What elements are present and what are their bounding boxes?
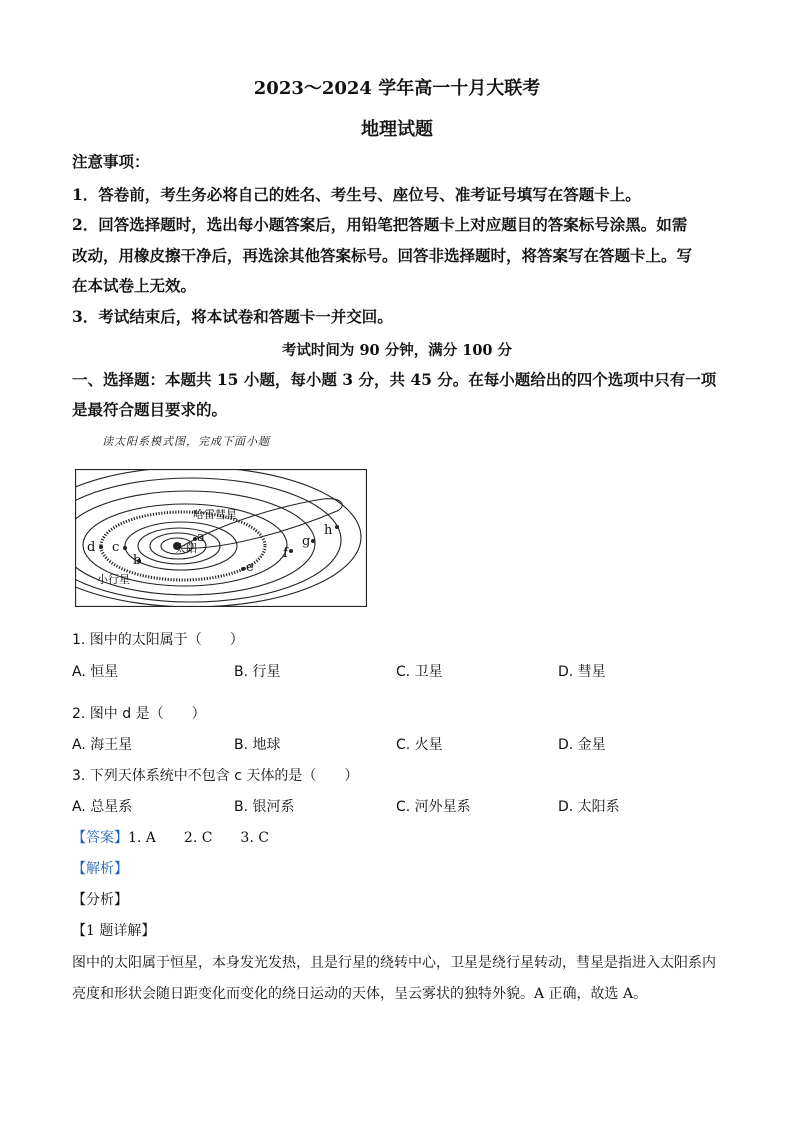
question-2-option-d[interactable]: D. 金星 (558, 737, 606, 753)
planet-d (99, 545, 103, 549)
fenxi-label: 【分析】 (72, 892, 128, 908)
notice-item-1: 1．答卷前，考生务必将自己的姓名、考生号、座位号、准考证号填写在答题卡上。 (72, 185, 641, 204)
section-1-instructions-line-1: 一、选择题：本题共 15 小题，每小题 3 分，共 45 分。在每小题给出的四个选项中只有一项 (72, 370, 717, 389)
question-2-option-a[interactable]: A. 海王星 (72, 737, 133, 753)
label-b: b (133, 553, 142, 568)
page-title: 2023～2024 学年高一十月大联考 (253, 78, 541, 99)
question-3-option-c[interactable]: C. 河外星系 (396, 799, 471, 815)
page-subtitle: 地理试题 (361, 119, 433, 140)
question-2-option-b[interactable]: B. 地球 (234, 737, 281, 753)
analysis-label: 【解析】 (72, 861, 128, 877)
question-1-option-b[interactable]: B. 行星 (234, 664, 281, 680)
label-halley-comet: 哈雷彗星 (193, 508, 237, 521)
planet-e (241, 567, 245, 571)
label-sun: 太阳 (175, 542, 197, 555)
notice-item-2-line-3: 在本试卷上无效。 (72, 276, 197, 295)
label-asteroid: 小行星 (97, 573, 130, 586)
planet-g (311, 539, 315, 543)
question-1-option-a[interactable]: A. 恒星 (72, 664, 119, 680)
label-h: h (324, 523, 333, 538)
question-2-option-c[interactable]: C. 火星 (396, 737, 443, 753)
answer-line (72, 827, 269, 847)
answer-values: 1. A 2. C 3. C (128, 830, 269, 846)
planet-h (335, 525, 339, 529)
planet-c (123, 546, 127, 550)
notice-item-2-line-1: 2．回答选择题时，选出每小题答案后，用铅笔把答题卡上对应题目的答案标号涂黑。如需 (72, 215, 688, 234)
detail-label-q1: 【1 题详解】 (72, 923, 156, 939)
question-3-option-a[interactable]: A. 总星系 (72, 799, 133, 815)
label-f: f (283, 546, 288, 561)
answer-label: 【答案】 (72, 830, 128, 846)
detail-text-line-1: 图中的太阳属于恒星，本身发光发热，且是行星的绕转中心，卫星是绕行星转动，彗星是指进入太阳系内 (72, 955, 716, 971)
solar-system-diagram (75, 469, 367, 607)
question-1-option-c[interactable]: C. 卫星 (396, 664, 443, 680)
label-g: g (302, 534, 311, 549)
exam-info: 考试时间为 90 分钟，满分 100 分 (281, 342, 513, 359)
question-2-stem: 2. 图中 d 是（ ） (72, 706, 206, 722)
label-c: c (112, 540, 120, 555)
notice-heading: 注意事项： (72, 152, 150, 171)
detail-text-line-2: 亮度和形状会随日距变化而变化的绕日运动的天体，呈云雾状的独特外貌。A 正确，故选 A。 (72, 986, 648, 1002)
label-d: d (87, 540, 96, 555)
question-3-stem: 3. 下列天体系统中不包含 c 天体的是（ ） (72, 768, 359, 784)
planet-f (289, 549, 293, 553)
question-1-stem: 1. 图中的太阳属于（ ） (72, 632, 244, 648)
question-3-option-d[interactable]: D. 太阳系 (558, 799, 620, 815)
label-e: e (246, 560, 254, 575)
notice-item-2-line-2: 改动，用橡皮擦干净后，再选涂其他答案标号。回答非选择题时，将答案写在答题卡上。写 (72, 246, 693, 265)
question-1-option-d[interactable]: D. 彗星 (558, 664, 606, 680)
question-3-option-b[interactable]: B. 银河系 (234, 799, 295, 815)
notice-item-3: 3．考试结束后，将本试卷和答题卡一并交回。 (72, 307, 393, 326)
figure-caption: 读太阳系模式图，完成下面小题 (102, 435, 270, 448)
label-a: a (197, 530, 205, 545)
section-1-instructions-line-2: 是最符合题目要求的。 (72, 400, 228, 419)
